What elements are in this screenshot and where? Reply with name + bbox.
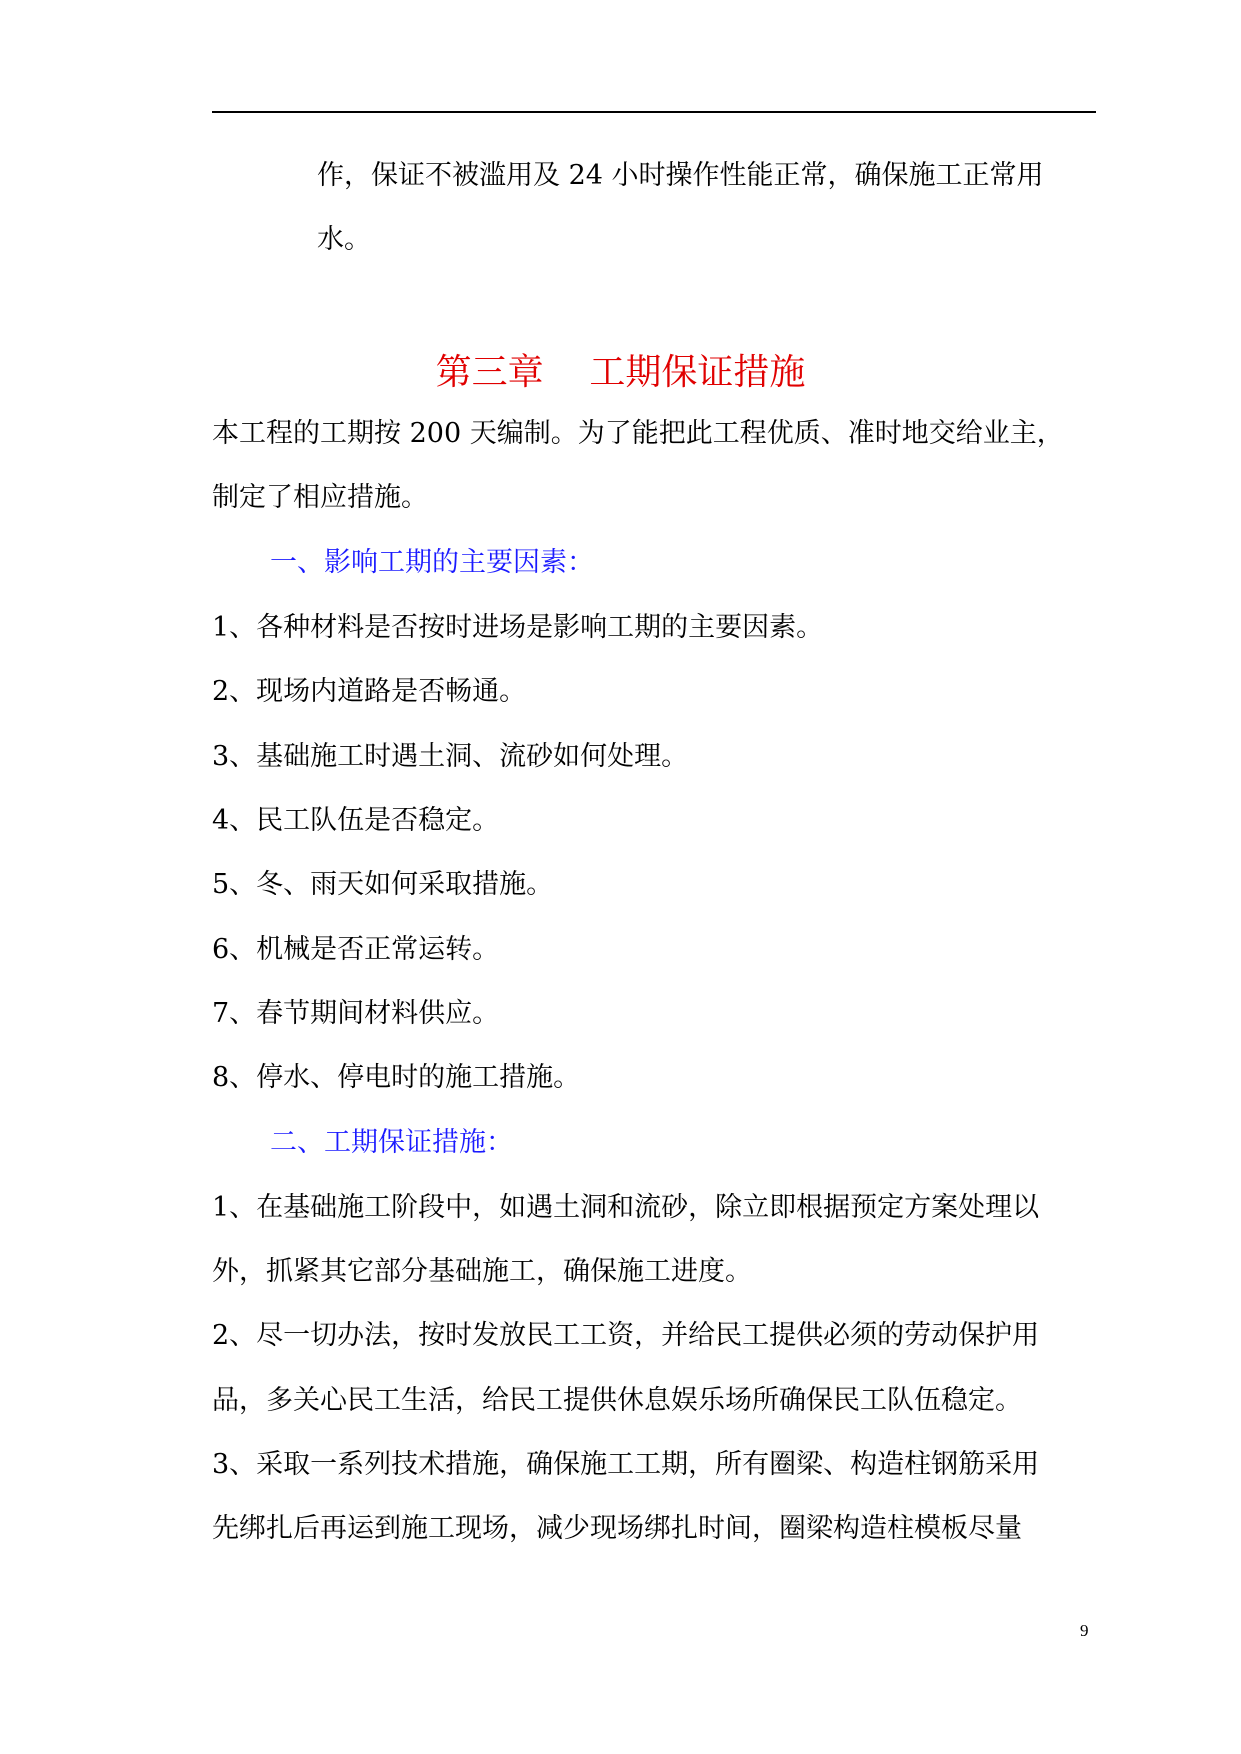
intro-line-1: 本工程的工期按 200 天编制。为了能把此工程优质、准时地交给业主， — [212, 418, 1064, 449]
continuation-line-1: 作，保证不被滥用及 24 小时操作性能正常，确保施工正常用 — [317, 160, 1044, 191]
header-rule — [212, 111, 1096, 113]
chapter-title: 第三章 工期保证措施 — [435, 352, 806, 393]
paragraph-line: 3、采取一系列技术措施，确保施工工期，所有圈梁、构造柱钢筋采用 — [212, 1449, 1040, 1480]
paragraph-line: 1、在基础施工阶段中，如遇土洞和流砂，除立即根据预定方案处理以 — [212, 1192, 1040, 1223]
list-item: 4、民工队伍是否稳定。 — [212, 805, 500, 836]
page-number: 9 — [1080, 1621, 1089, 1640]
section-2-heading: 二、工期保证措施： — [270, 1127, 513, 1158]
list-item: 2、现场内道路是否畅通。 — [212, 676, 527, 707]
continuation-line-2: 水。 — [317, 224, 371, 255]
list-item: 3、基础施工时遇土洞、流砂如何处理。 — [212, 741, 689, 772]
list-item: 6、机械是否正常运转。 — [212, 934, 500, 965]
paragraph-line: 先绑扎后再运到施工现场，减少现场绑扎时间，圈梁构造柱模板尽量 — [212, 1513, 1022, 1544]
paragraph-line: 2、尽一切办法，按时发放民工工资，并给民工提供必须的劳动保护用 — [212, 1320, 1040, 1351]
paragraph-line: 外，抓紧其它部分基础施工，确保施工进度。 — [212, 1256, 752, 1287]
intro-line-2: 制定了相应措施。 — [212, 482, 428, 513]
list-item: 8、停水、停电时的施工措施。 — [212, 1062, 581, 1093]
section-1-heading: 一、影响工期的主要因素： — [270, 547, 594, 578]
list-item: 7、春节期间材料供应。 — [212, 998, 500, 1029]
list-item: 5、冬、雨天如何采取措施。 — [212, 869, 554, 900]
paragraph-line: 品，多关心民工生活，给民工提供休息娱乐场所确保民工队伍稳定。 — [212, 1385, 1022, 1416]
list-item: 1、各种材料是否按时进场是影响工期的主要因素。 — [212, 612, 824, 643]
